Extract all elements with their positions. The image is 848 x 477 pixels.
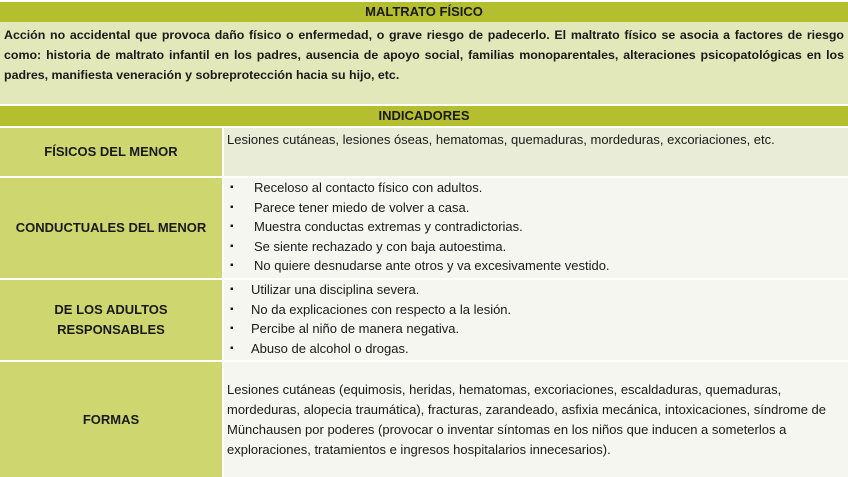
indicator-row-conductuales [0,178,848,278]
bullet-icon: ▪ [230,182,234,193]
list-item: ▪ Utilizar una disciplina severa. [227,280,842,300]
definition-text: Acción no accidental que provoca daño físico o enfermedad, o grave riesgo de padecerlo. El maltrato físico se asocia a factores de riesgo como: historia de maltrato infantil en los padres, ausencia de apoyo social, familias monoparentales, alteraciones psicopatológicas en los padres, manifiesta veneración y sobreprotección hacia su hijo, etc. [0,22,848,104]
bullet-icon: ▪ [230,221,234,232]
indicator-row-fisicos [0,128,848,176]
row-content-formas [224,362,848,477]
row-content-conductuales [224,178,848,278]
indicators-header [0,106,848,126]
row-label-conductuales: CONDUCTUALES DEL MENOR [0,178,222,278]
bullet-icon: ▪ [230,260,234,271]
row-content-fisicos [224,128,848,176]
list-item: ▪ Percibe al niño de manera negativa. [227,319,842,339]
row-label-fisicos: FÍSICOS DEL MENOR [0,128,222,176]
row-content-adultos [224,280,848,360]
list-item: ▪ Parece tener miedo de volver a casa. [227,198,842,218]
list-item: ▪ Muestra conductas extremas y contradictorias. [227,217,842,237]
title-bar [0,2,848,22]
bullet-icon: ▪ [230,323,234,334]
list-item: ▪ No da explicaciones con respecto a la lesión. [227,300,842,320]
list-item: ▪ No quiere desnudarse ante otros y va excesivamente vestido. [227,256,842,276]
row-text-formas: Lesiones cutáneas (equimosis, heridas, hematomas, excoriaciones, escaldaduras, quemaduras, mordeduras, alopecia traumática), fracturas, zarandeado, asfixia mecánica, intoxicaciones, síndrome de Münchausen por poderes (provocar o inventar síntomas en los niños que inducen a someterlos a exploraciones, tratamientos e ingresos hospitalarios innecesarios). [227,381,827,457]
indicators-title: INDICADORES [378,108,470,123]
list-item: ▪ Receloso al contacto físico con adultos. [227,178,842,198]
indicator-row-formas [0,362,848,477]
list-item: ▪ Abuso de alcohol o drogas. [227,339,842,359]
bullet-icon: ▪ [230,240,234,252]
row-text-fisicos: Lesiones cutáneas, lesiones óseas, hematomas, quemaduras, mordeduras, excoriaciones, etc. [227,132,775,147]
list-item: ▪ Se siente rechazado y con baja autoestima. [227,237,842,257]
row-label-formas: FORMAS [0,362,222,477]
row-label-adultos: DE LOS ADULTOS RESPONSABLES [0,280,222,360]
bullet-icon: ▪ [230,342,234,354]
indicator-row-adultos [0,280,848,360]
page-title: MALTRATO FÍSICO [365,4,483,19]
bullet-icon: ▪ [230,284,234,295]
bullet-icon: ▪ [230,303,234,315]
bullet-icon: ▪ [230,201,234,213]
adultos-list [227,280,842,358]
conductuales-list [227,178,842,276]
